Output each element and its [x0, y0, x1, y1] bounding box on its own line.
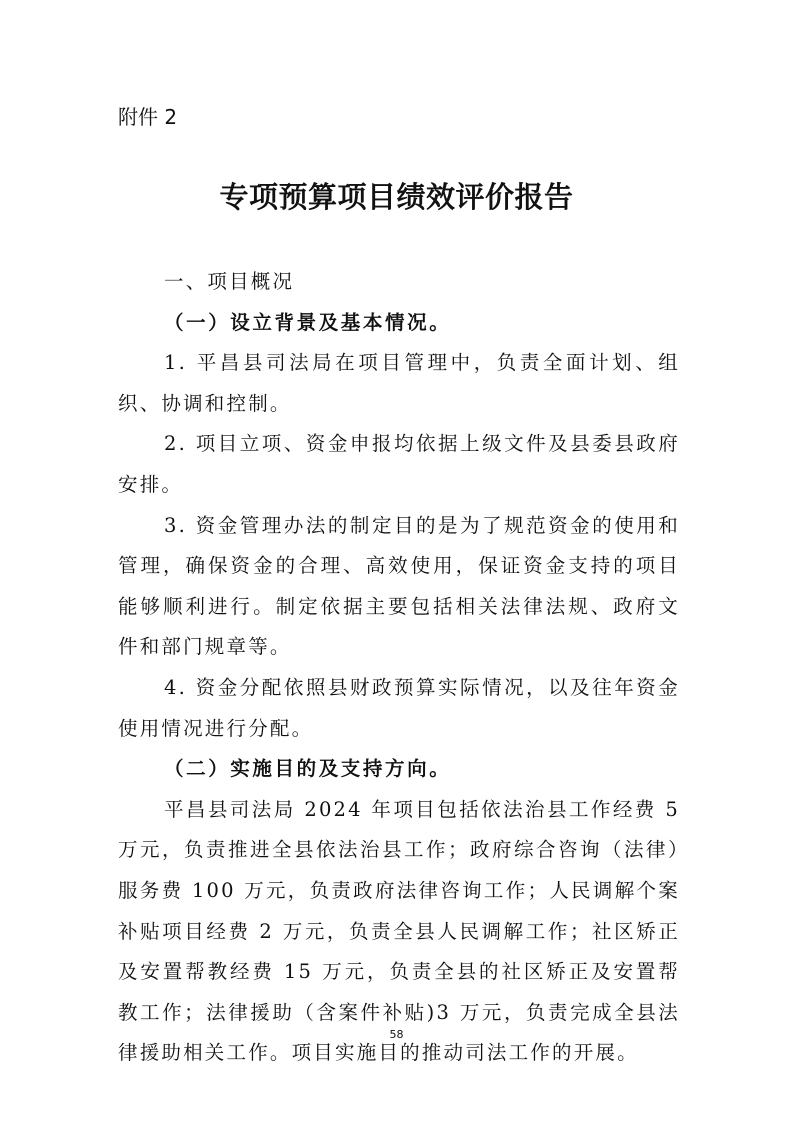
document-title: 专项预算项目绩效评价报告 — [219, 180, 574, 214]
document-body — [118, 262, 680, 1074]
paragraph-item-2: 2. 项目立项、资金申报均依据上级文件及县委县政府安排。 — [118, 432, 680, 496]
paragraph-purpose: 平昌县司法局 2024 年项目包括依法治县工作经费 5 万元，负责推进全县依法治县工作；政府综合咨询（法律）服务费 100 万元，负责政府法律咨询工作；人民调解个案补贴项目经费 2 万元，负责全县人民调解工作；社区矫正及安置帮教经费 15 万元，负责全县的社区矫正及安置帮教工作；法律援助（含案件补贴)3 万元，负责完成全县法律援助相关工作。项目实施目的推动司法工作的开展。 — [118, 797, 680, 1065]
paragraph-item-4: 4. 资金分配依照县财政预算实际情况，以及往年资金使用情况进行分配。 — [118, 675, 680, 740]
subsection-heading-background: （一）设立背景及基本情况。 — [164, 310, 452, 334]
section-heading-project-overview: 一、项目概况 — [164, 270, 295, 293]
paragraph-item-3: 3. 资金管理办法的制定目的是为了规范资金的使用和管理，确保资金的合理、高效使用，保证资金支持的项目能够顺利进行。制定依据主要包括相关法律法规、政府文件和部门规章等。 — [118, 513, 680, 659]
attachment-label: 附件 2 — [118, 105, 178, 129]
page-number: 58 — [389, 1028, 404, 1041]
paragraph-item-1: 1. 平昌县司法局在项目管理中，负责全面计划、组织、协调和控制。 — [118, 351, 680, 415]
subsection-heading-purpose: （二）实施目的及支持方向。 — [164, 757, 452, 781]
